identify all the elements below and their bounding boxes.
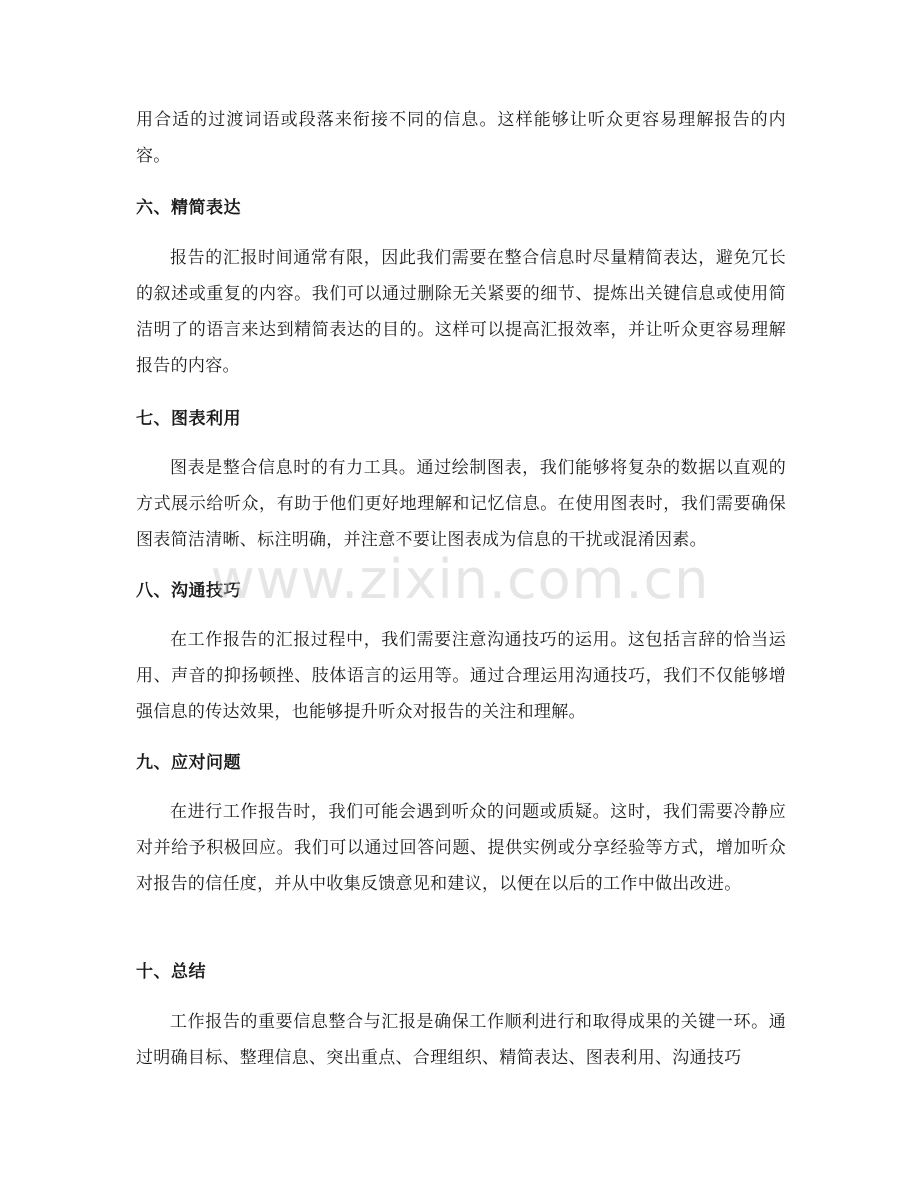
section-heading-7: 七、图表利用 bbox=[136, 409, 241, 429]
intro-paragraph: 用合适的过渡词语或段落来衔接不同的信息。这样能够让听众更容易理解报告的内容。 bbox=[136, 110, 786, 166]
section-body-7: 图表是整合信息时的有力工具。通过绘制图表，我们能够将复杂的数据以直观的方式展示给听众，有助于他们更好地理解和记忆信息。在使用图表时，我们需要确保图表简洁清晰、标注明确，并注意不要让图表成为信息的干扰或混淆因素。 bbox=[136, 458, 786, 550]
section-body-9: 在进行工作报告时，我们可能会遇到听众的问题或质疑。这时，我们需要冷静应对并给予积极回应。我们可以通过回答问题、提供实例或分享经验等方式，增加听众对报告的信任度，并从中收集反馈意见和建议，以便在以后的工作中做出改进。 bbox=[136, 802, 786, 894]
section-body-6: 报告的汇报时间通常有限，因此我们需要在整合信息时尽量精简表达，避免冗长的叙述或重复的内容。我们可以通过删除无关紧要的细节、提炼出关键信息或使用简洁明了的语言来达到精简表达的目的。这样可以提高汇报效率，并让听众更容易理解报告的内容。 bbox=[136, 248, 786, 376]
section-heading-6: 六、精简表达 bbox=[136, 198, 241, 218]
section-heading-8: 八、沟通技巧 bbox=[136, 581, 241, 601]
section-body-8: 在工作报告的汇报过程中，我们需要注意沟通技巧的运用。这包括言辞的恰当运用、声音的抑扬顿挫、肢体语言的运用等。通过合理运用沟通技巧，我们不仅能够增强信息的传达效果，也能够提升听众对报告的关注和理解。 bbox=[136, 630, 786, 722]
section-heading-9: 九、应对问题 bbox=[136, 753, 241, 773]
section-heading-10: 十、总结 bbox=[136, 962, 206, 982]
watermark: www.zixin.com.cn bbox=[210, 548, 710, 611]
section-body-10: 工作报告的重要信息整合与汇报是确保工作顺利进行和取得成果的关键一环。通过明确目标、整理信息、突出重点、合理组织、精简表达、图表利用、沟通技巧 bbox=[136, 1012, 786, 1068]
